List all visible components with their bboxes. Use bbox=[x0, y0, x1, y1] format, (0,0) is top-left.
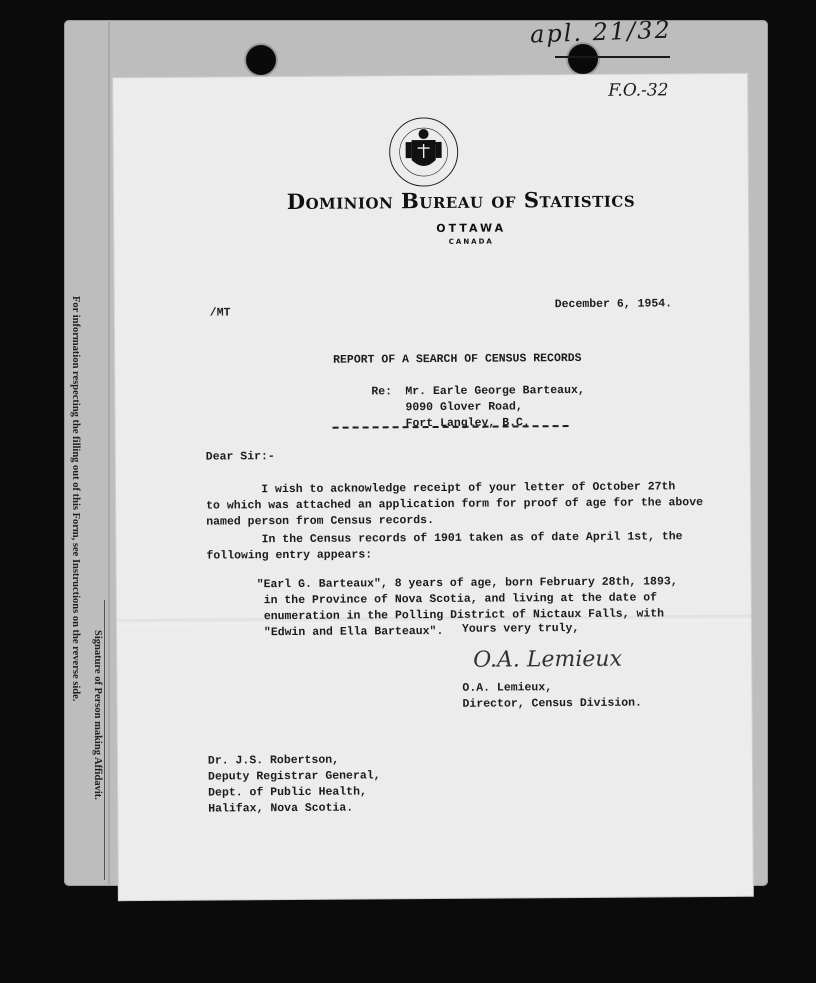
salutation: Dear Sir:- bbox=[205, 450, 275, 464]
re-line: 9090 Glover Road, bbox=[405, 400, 523, 415]
letter-date: December 6, 1954. bbox=[554, 297, 673, 312]
body-paragraph: In the Census records of 1901 taken as of date April 1st, the following entry appears: bbox=[206, 530, 683, 563]
body-paragraph: I wish to acknowledge receipt of your letter of October 27th to which was attached an application form for proof of age for the above named person from Census records. bbox=[205, 480, 704, 529]
letterhead-city: OTTAWA bbox=[436, 221, 507, 235]
form-signature-label: Signature of Person making Affidavit. bbox=[92, 630, 103, 800]
form-signature-line bbox=[104, 600, 105, 880]
recipient-line: Deputy Registrar General, bbox=[207, 769, 381, 784]
form-inner-edge bbox=[108, 20, 110, 886]
recipient-address bbox=[208, 752, 381, 817]
handwritten-file-number: F.O.-32 bbox=[608, 80, 669, 101]
signer-title: Director, Census Division. bbox=[462, 696, 642, 711]
handwritten-underline bbox=[555, 56, 670, 58]
organization-name: Dominion Bureau of Statistics bbox=[286, 186, 636, 215]
form-side-instruction: For information respecting the filling out of this Form, see Instructions on the reverse side. bbox=[70, 296, 81, 702]
recipient-line: Dept. of Public Health, bbox=[208, 785, 367, 800]
recipient-line: Halifax, Nova Scotia. bbox=[208, 801, 354, 816]
punch-hole-left bbox=[246, 45, 276, 75]
re-line: Mr. Earle George Barteaux, bbox=[405, 383, 585, 399]
letter-page bbox=[113, 74, 753, 900]
letterhead-country: CANADA bbox=[448, 237, 494, 246]
handwritten-signature: O.A. Lemieux bbox=[473, 646, 623, 673]
government-seal-icon bbox=[387, 116, 460, 189]
census-entry-quote: "Earl G. Barteaux", 8 years of age, born February 28th, 1893, in the Province of Nova Scotia, and living at the date of enumeration in the Polling District of Nictaux Falls, with "Edwin and Ella Barteaux". bbox=[256, 575, 678, 640]
closing: Yours very truly, bbox=[461, 621, 580, 636]
reference-initials: /MT bbox=[209, 306, 231, 320]
re-label: Re: bbox=[371, 385, 393, 399]
signer-block bbox=[462, 680, 642, 713]
report-title: REPORT OF A SEARCH OF CENSUS RECORDS bbox=[333, 351, 582, 367]
re-line: Fort Langley, B.C. bbox=[405, 416, 530, 431]
signer-name: O.A. Lemieux, bbox=[462, 681, 553, 695]
punch-hole-right bbox=[568, 44, 598, 74]
recipient-line: Dr. J.S. Robertson, bbox=[207, 753, 340, 768]
handwritten-date: apl. 21/32 bbox=[529, 15, 673, 49]
